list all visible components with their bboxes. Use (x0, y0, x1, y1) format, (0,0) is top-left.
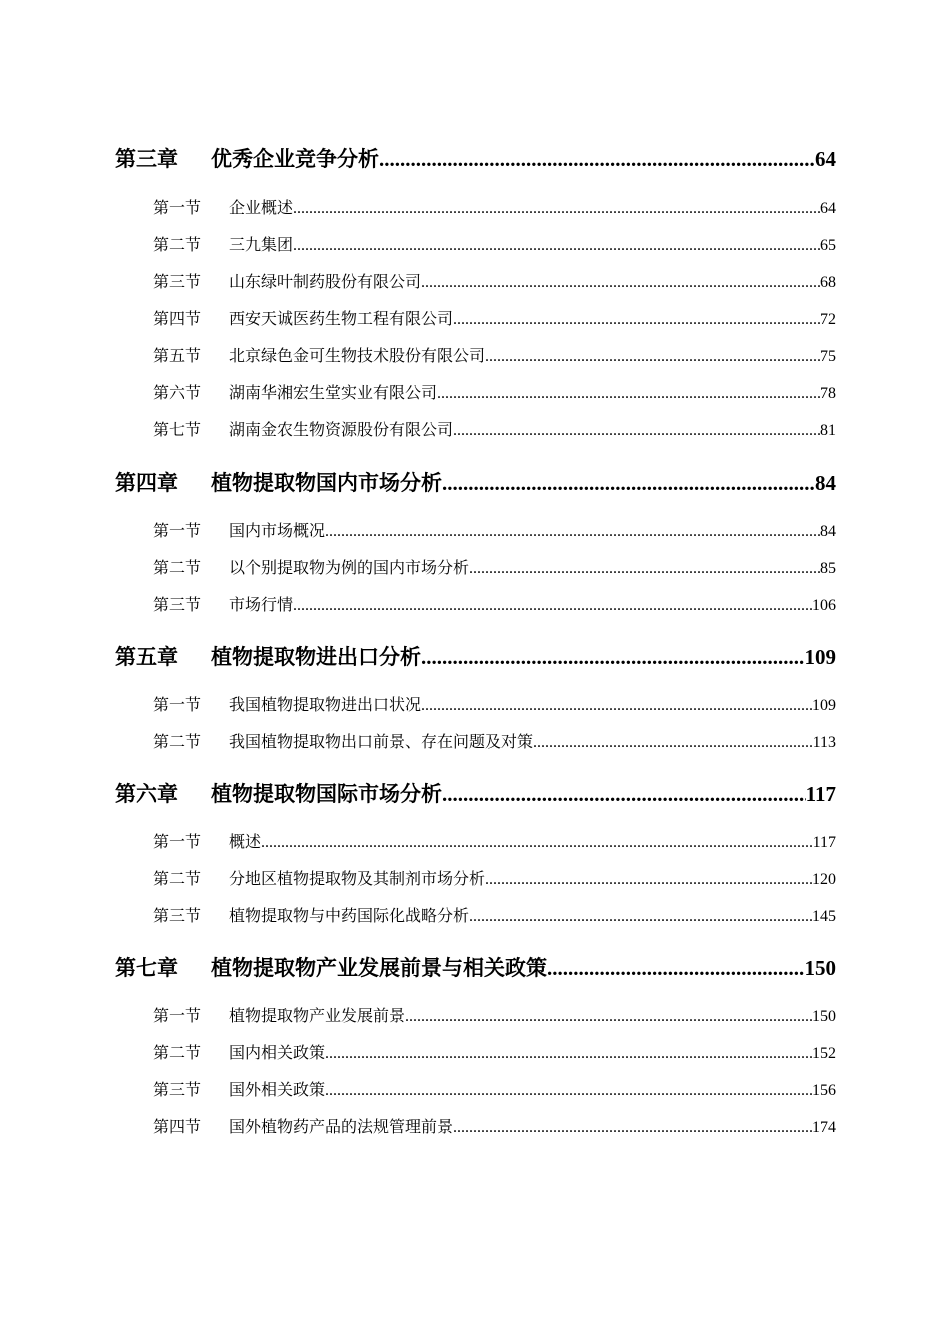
page-number: 109 (804, 645, 836, 669)
dot-leader (485, 348, 820, 366)
dot-leader (261, 834, 813, 852)
section-title: 湖南华湘宏生堂实业有限公司 (229, 383, 438, 402)
section-title: 国内市场概况 (229, 521, 326, 540)
dot-leader (405, 1008, 812, 1026)
section-label: 第一节 (153, 521, 202, 540)
section-title: 国内相关政策 (229, 1043, 326, 1062)
dot-leader (325, 1045, 812, 1063)
chapter-title: 植物提取物产业发展前景与相关政策 (211, 955, 547, 980)
toc-section-row[interactable] (153, 592, 836, 615)
chapter-title: 优秀企业竞争分析 (211, 146, 379, 171)
dot-leader (421, 645, 805, 670)
section-label: 第五节 (153, 346, 202, 365)
page-number: 72 (820, 311, 836, 328)
page-number: 117 (805, 782, 836, 806)
page-number: 64 (820, 200, 836, 217)
toc-section-row[interactable] (153, 306, 836, 329)
toc-section-row[interactable] (153, 518, 836, 541)
toc-section-row[interactable] (153, 903, 836, 926)
section-title: 国外相关政策 (229, 1080, 326, 1099)
dot-leader (453, 311, 820, 329)
section-title: 企业概述 (229, 198, 294, 217)
toc-section-row[interactable] (153, 1114, 836, 1137)
section-title: 概述 (229, 832, 262, 851)
dot-leader (437, 385, 820, 403)
toc-section-row[interactable] (153, 1003, 836, 1026)
dot-leader (453, 1119, 812, 1137)
dot-leader (533, 734, 813, 752)
chapter-label: 第四章 (115, 470, 178, 495)
chapter-title: 植物提取物国际市场分析 (211, 781, 442, 806)
toc-chapter-row[interactable] (115, 641, 836, 671)
page-number: 84 (815, 471, 836, 495)
toc-section-row[interactable] (153, 343, 836, 366)
section-title: 山东绿叶制药股份有限公司 (229, 272, 422, 291)
section-label: 第三节 (153, 595, 202, 614)
page-number: 109 (812, 697, 836, 714)
dot-leader (421, 697, 812, 715)
section-label: 第二节 (153, 235, 202, 254)
page-number: 85 (820, 560, 836, 577)
chapter-label: 第五章 (115, 644, 178, 669)
page-number: 113 (812, 734, 836, 751)
toc-section-row[interactable] (153, 729, 836, 752)
toc-section-row[interactable] (153, 692, 836, 715)
page-number: 78 (820, 385, 836, 402)
toc-chapter-row[interactable] (115, 143, 836, 173)
toc-section-row[interactable] (153, 269, 836, 292)
page-number: 64 (815, 147, 836, 171)
toc-chapter-row[interactable] (115, 778, 836, 808)
chapter-title: 植物提取物进出口分析 (211, 644, 421, 669)
dot-leader (442, 471, 815, 496)
section-title: 市场行情 (229, 595, 294, 614)
section-title: 我国植物提取物进出口状况 (229, 695, 422, 714)
section-title: 西安天诚医药生物工程有限公司 (229, 309, 454, 328)
section-label: 第六节 (153, 383, 202, 402)
dot-leader (379, 147, 815, 172)
page-number: 81 (820, 422, 836, 439)
section-label: 第七节 (153, 420, 202, 439)
section-label: 第一节 (153, 1006, 202, 1025)
page-number: 117 (812, 834, 836, 851)
page-number: 150 (804, 956, 836, 980)
dot-leader (293, 200, 820, 218)
section-label: 第二节 (153, 1043, 202, 1062)
section-title: 植物提取物产业发展前景 (229, 1006, 406, 1025)
chapter-label: 第三章 (115, 146, 178, 171)
chapter-title: 植物提取物国内市场分析 (211, 470, 442, 495)
section-label: 第三节 (153, 1080, 202, 1099)
page-number: 145 (812, 908, 836, 925)
toc-section-row[interactable] (153, 195, 836, 218)
toc-chapter-row[interactable] (115, 467, 836, 497)
page-number: 156 (812, 1082, 836, 1099)
dot-leader (293, 237, 820, 255)
section-title: 国外植物药产品的法规管理前景 (229, 1117, 454, 1136)
dot-leader (293, 597, 812, 615)
chapter-label: 第六章 (115, 781, 178, 806)
toc-section-row[interactable] (153, 1077, 836, 1100)
toc-section-row[interactable] (153, 380, 836, 403)
page-number: 65 (820, 237, 836, 254)
section-label: 第一节 (153, 832, 202, 851)
dot-leader (469, 560, 820, 578)
toc-section-row[interactable] (153, 417, 836, 440)
section-title: 北京绿色金可生物技术股份有限公司 (229, 346, 486, 365)
page-number: 75 (820, 348, 836, 365)
section-label: 第二节 (153, 732, 202, 751)
dot-leader (453, 422, 820, 440)
toc-section-row[interactable] (153, 1040, 836, 1063)
section-label: 第四节 (153, 1117, 202, 1136)
dot-leader (485, 871, 812, 889)
page-number: 68 (820, 274, 836, 291)
section-label: 第三节 (153, 906, 202, 925)
toc-chapter-row[interactable] (115, 952, 836, 982)
dot-leader (325, 1082, 812, 1100)
page-number: 84 (820, 523, 836, 540)
page-number: 106 (812, 597, 836, 614)
toc-section-row[interactable] (153, 829, 836, 852)
chapter-label: 第七章 (115, 955, 178, 980)
section-label: 第二节 (153, 869, 202, 888)
section-label: 第一节 (153, 695, 202, 714)
section-label: 第四节 (153, 309, 202, 328)
toc-section-row[interactable] (153, 555, 836, 578)
section-label: 第二节 (153, 558, 202, 577)
section-title: 三九集团 (229, 235, 294, 254)
dot-leader (547, 956, 805, 981)
section-title: 植物提取物与中药国际化战略分析 (229, 906, 470, 925)
page-number: 120 (812, 871, 836, 888)
dot-leader (325, 523, 820, 541)
section-title: 我国植物提取物出口前景、存在问题及对策 (229, 732, 534, 751)
dot-leader (442, 782, 806, 807)
section-title: 以个别提取物为例的国内市场分析 (229, 558, 470, 577)
dot-leader (469, 908, 812, 926)
toc-section-row[interactable] (153, 866, 836, 889)
section-title: 分地区植物提取物及其制剂市场分析 (229, 869, 486, 888)
section-label: 第三节 (153, 272, 202, 291)
page-number: 174 (812, 1119, 836, 1136)
toc-section-row[interactable] (153, 232, 836, 255)
dot-leader (421, 274, 820, 292)
page-number: 152 (812, 1045, 836, 1062)
section-label: 第一节 (153, 198, 202, 217)
section-title: 湖南金农生物资源股份有限公司 (229, 420, 454, 439)
page-number: 150 (812, 1008, 836, 1025)
